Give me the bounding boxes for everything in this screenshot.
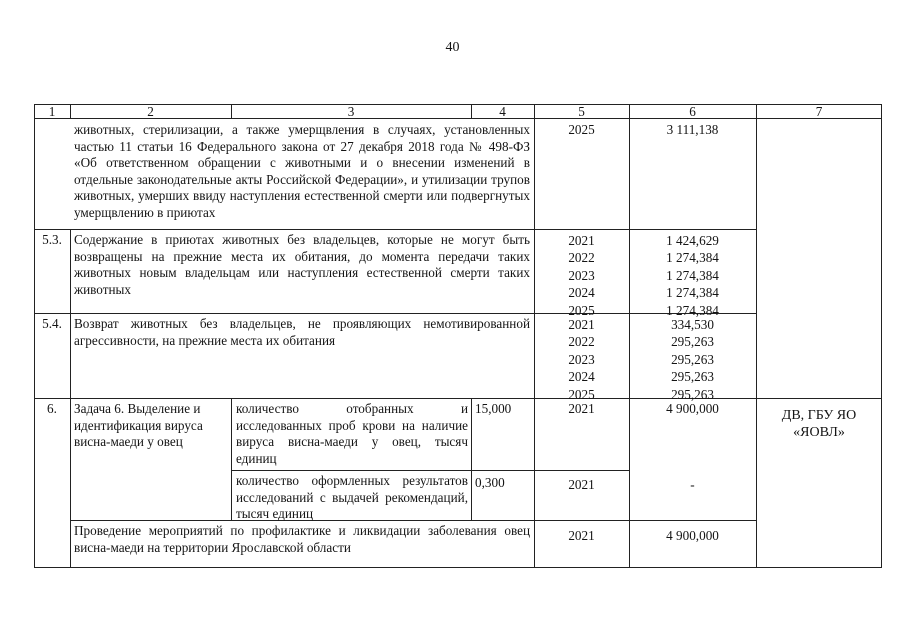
row-5-3-text: Содержание в приютах животных без владельцев, которые не могут быть возвращены на прежние места их обитания, до момента передачи таких животных новым владельцам или наступления естественной смерти таких животных <box>74 232 530 297</box>
header-col-5: 5 <box>578 104 585 119</box>
row-6-year-2: 2021 <box>568 477 595 492</box>
row-6-value-2: 0,300 <box>475 475 505 490</box>
amount: 295,263 <box>671 386 714 402</box>
amount: 334,530 <box>671 317 714 332</box>
row-5-4-years <box>534 316 629 403</box>
row-5-4-text: Возврат животных без владельцев, не проявляющих немотивированной агрессивности, на прежние места их обитания <box>74 316 530 348</box>
header-col-1: 1 <box>48 104 56 119</box>
year: 2025 <box>568 386 595 402</box>
year: 2025 <box>568 302 595 318</box>
year: 2023 <box>568 351 595 367</box>
row-6-measure: Проведение мероприятий по профилактике и ликвидации заболевания овец висна-маеди на территории Ярославской области <box>74 523 530 555</box>
amount: 1 274,384 <box>666 302 719 318</box>
year: 2022 <box>568 334 595 350</box>
amount: 1 274,384 <box>666 285 719 301</box>
header-col-7: 7 <box>815 104 823 119</box>
row-6-value-1: 15,000 <box>475 401 512 416</box>
amount: 295,263 <box>671 334 714 350</box>
year: 2023 <box>568 267 595 283</box>
year: 2021 <box>568 317 595 332</box>
amount: 295,263 <box>671 369 714 385</box>
continuation-amount: 3 111,138 <box>666 122 719 137</box>
amount: 295,263 <box>671 351 714 367</box>
row-6-year-1: 2021 <box>568 401 595 416</box>
amount: 1 274,384 <box>666 267 719 283</box>
row-6-measure-amount: 4 900,000 <box>666 528 719 543</box>
row-5-4-number: 5.4. <box>42 316 62 331</box>
row-6-measure-year: 2021 <box>568 528 595 543</box>
row-6-indicator-1: количество отобранных и исследованных проб крови на наличие вируса висна-маеди у овец, тысяч единиц <box>236 401 468 466</box>
row-5-4-amounts <box>629 316 756 403</box>
row-6-task: Задача 6. Выделение и идентификация вируса висна-маеди у овец <box>74 401 203 450</box>
row-6-number: 6. <box>47 401 57 416</box>
row-6-indicator-2: количество оформленных результатов исследований с выдачей рекомендаций, тысяч единиц <box>236 473 468 522</box>
row-6-executor: ДВ, ГБУ ЯО «ЯОВЛ» <box>781 408 857 440</box>
year: 2022 <box>568 250 595 266</box>
header-col-2: 2 <box>147 104 154 119</box>
row-6-amount-1: 4 900,000 <box>666 401 719 416</box>
continuation-year: 2025 <box>568 122 595 137</box>
header-col-6: 6 <box>689 104 696 119</box>
row-6-amount-2: - <box>690 477 695 492</box>
header-col-3: 3 <box>347 104 355 119</box>
row-5-3-number: 5.3. <box>42 232 62 247</box>
row-5-3-years <box>534 232 629 319</box>
page-number: 40 <box>445 40 460 55</box>
continuation-text: животных, стерилизации, а также умерщвления в случаях, установленных частью 11 статьи 16 Федерального закона от 27 декабря 2018 года № 498-ФЗ «Об ответственном обращении с животными и о внесении изменений в отдельные законодательные акты Российской Федерации», и утилизации трупов животных, умерших ввиду наступления естественной смерти или подвергнутых умерщвлению в приютах <box>74 122 530 220</box>
year: 2024 <box>568 285 595 301</box>
year: 2021 <box>568 233 595 248</box>
amount: 1 424,629 <box>666 233 719 248</box>
amount: 1 274,384 <box>666 250 719 266</box>
header-col-4: 4 <box>499 104 506 119</box>
row-5-3-amounts <box>629 232 756 319</box>
year: 2024 <box>568 369 595 385</box>
